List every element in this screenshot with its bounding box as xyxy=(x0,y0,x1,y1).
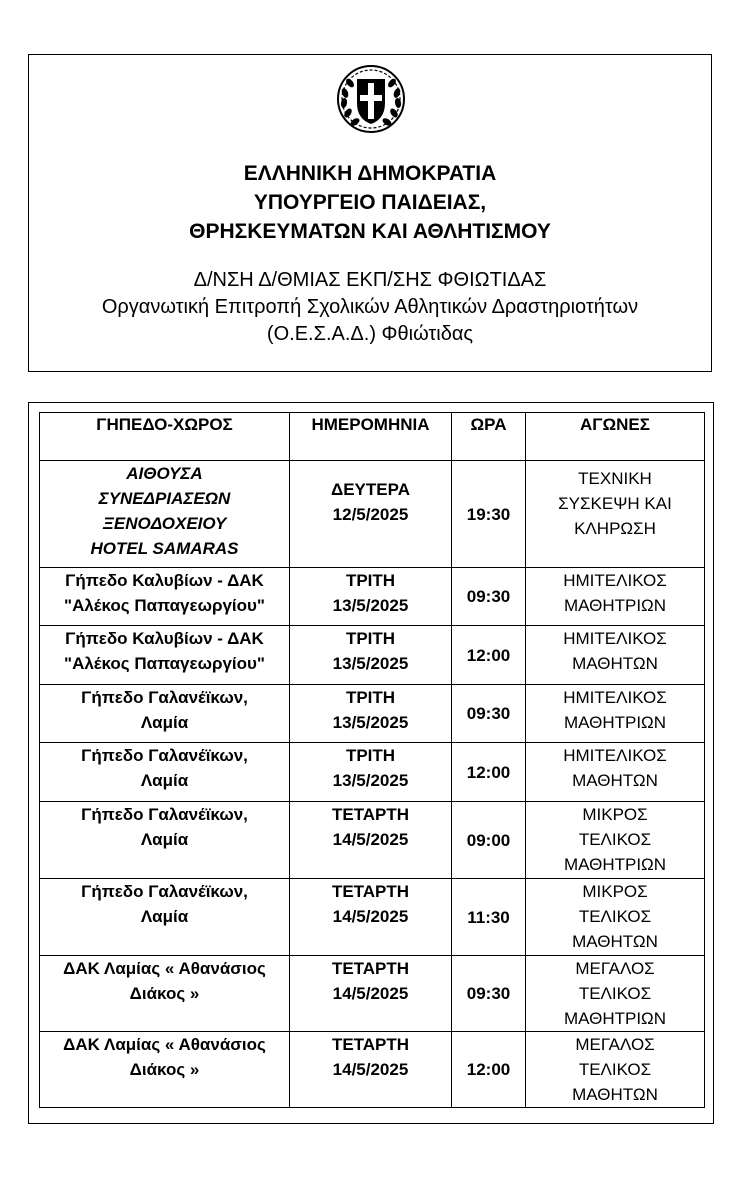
match-cell: ΜΕΓΑΛΟΣ ΤΕΛΙΚΟΣ ΜΑΘΗΤΡΙΩΝ xyxy=(526,956,705,1032)
table-row xyxy=(40,743,705,802)
date-cell: ΤΕΤΑΡΤΗ 14/5/2025 xyxy=(290,1032,452,1108)
table-row xyxy=(40,626,705,685)
match-cell: ΜΙΚΡΟΣ ΤΕΛΙΚΟΣ ΜΑΘΗΤΡΙΩΝ xyxy=(526,802,705,879)
venue-cell: ΑΙΘΟΥΣΑ ΣΥΝΕΔΡΙΑΣΕΩΝ ΞΕΝΟΔΟΧΕΙΟΥ HOTEL SAMARAS xyxy=(40,461,290,568)
venue-cell: Γήπεδο Γαλανέϊκων, Λαμία xyxy=(40,802,290,879)
time-cell: 09:30 xyxy=(452,685,526,743)
table-row xyxy=(40,879,705,956)
match-cell: ΗΜΙΤΕΛΙΚΟΣ ΜΑΘΗΤΡΙΩΝ xyxy=(526,685,705,743)
date-cell: ΔΕΥΤΕΡΑ 12/5/2025 xyxy=(290,461,452,568)
subtitle-line: Οργανωτική Επιτροπή Σχολικών Αθλητικών Δραστηριοτήτων xyxy=(101,296,639,318)
title-line: ΥΠΟΥΡΓΕΙΟ ΠΑΙΔΕΙΑΣ, xyxy=(253,191,487,214)
venue-cell: Γήπεδο Καλυβίων - ΔΑΚ "Αλέκος Παπαγεωργίου" xyxy=(40,626,290,685)
match-cell: ΗΜΙΤΕΛΙΚΟΣ ΜΑΘΗΤΩΝ xyxy=(526,743,705,802)
column-header-venue: ΓΗΠΕΔΟ-ΧΩΡΟΣ xyxy=(40,413,290,461)
venue-cell: ΔΑΚ Λαμίας « Αθανάσιος Διάκος » xyxy=(40,1032,290,1108)
table-row xyxy=(40,802,705,879)
match-cell: ΜΙΚΡΟΣ ΤΕΛΙΚΟΣ ΜΑΘΗΤΩΝ xyxy=(526,879,705,956)
time-cell: 12:00 xyxy=(452,1032,526,1108)
time-cell: 09:30 xyxy=(452,956,526,1032)
date-cell: ΤΕΤΑΡΤΗ 14/5/2025 xyxy=(290,956,452,1032)
match-cell: ΗΜΙΤΕΛΙΚΟΣ ΜΑΘΗΤΡΙΩΝ xyxy=(526,568,705,626)
match-cell: ΤΕΧΝΙΚΗ ΣΥΣΚΕΨΗ ΚΑΙ ΚΛΗΡΩΣΗ xyxy=(526,461,705,568)
greek-state-emblem-icon xyxy=(335,63,407,135)
date-cell: ΤΕΤΑΡΤΗ 14/5/2025 xyxy=(290,802,452,879)
table-row xyxy=(40,461,705,568)
venue-cell: Γήπεδο Γαλανέϊκων, Λαμία xyxy=(40,743,290,802)
title-line: ΕΛΛΗΝΙΚΗ ΔΗΜΟΚΡΑΤΙΑ xyxy=(243,162,497,185)
date-cell: ΤΡΙΤΗ 13/5/2025 xyxy=(290,685,452,743)
time-cell: 11:30 xyxy=(452,879,526,956)
date-cell: ΤΡΙΤΗ 13/5/2025 xyxy=(290,568,452,626)
time-cell: 09:00 xyxy=(452,802,526,879)
ministry-title xyxy=(29,159,711,246)
venue-cell: Γήπεδο Γαλανέϊκων, Λαμία xyxy=(40,879,290,956)
table-row xyxy=(40,685,705,743)
date-cell: ΤΕΤΑΡΤΗ 14/5/2025 xyxy=(290,879,452,956)
time-cell: 09:30 xyxy=(452,568,526,626)
column-header-time: ΩΡΑ xyxy=(452,413,526,461)
date-cell: ΤΡΙΤΗ 13/5/2025 xyxy=(290,743,452,802)
table-header-row xyxy=(40,413,705,461)
title-line: ΘΡΗΣΚΕΥΜΑΤΩΝ ΚΑΙ ΑΘΛΗΤΙΣΜΟΥ xyxy=(189,220,551,243)
table-row xyxy=(40,568,705,626)
match-cell: ΗΜΙΤΕΛΙΚΟΣ ΜΑΘΗΤΩΝ xyxy=(526,626,705,685)
date-cell: ΤΡΙΤΗ 13/5/2025 xyxy=(290,626,452,685)
venue-cell: Γήπεδο Καλυβίων - ΔΑΚ "Αλέκος Παπαγεωργίου" xyxy=(40,568,290,626)
column-header-date: ΗΜΕΡΟΜΗΝΙΑ xyxy=(290,413,452,461)
table-row xyxy=(40,956,705,1032)
venue-cell: Γήπεδο Γαλανέϊκων, Λαμία xyxy=(40,685,290,743)
subtitle-line: Δ/ΝΣΗ Δ/ΘΜΙΑΣ ΕΚΠ/ΣΗΣ ΦΘΙΩΤΙΔΑΣ xyxy=(193,269,547,291)
match-cell: ΜΕΓΑΛΟΣ ΤΕΛΙΚΟΣ ΜΑΘΗΤΩΝ xyxy=(526,1032,705,1108)
header-box xyxy=(28,54,712,372)
venue-cell: ΔΑΚ Λαμίας « Αθανάσιος Διάκος » xyxy=(40,956,290,1032)
subtitle-line: (Ο.Ε.Σ.Α.Δ.) Φθιώτιδας xyxy=(266,323,474,345)
time-cell: 19:30 xyxy=(452,461,526,568)
column-header-matches: ΑΓΩΝΕΣ xyxy=(526,413,705,461)
directorate-subtitle xyxy=(29,267,711,348)
schedule-box xyxy=(28,402,714,1124)
table-row xyxy=(40,1032,705,1108)
time-cell: 12:00 xyxy=(452,743,526,802)
time-cell: 12:00 xyxy=(452,626,526,685)
schedule-table xyxy=(39,412,705,1108)
